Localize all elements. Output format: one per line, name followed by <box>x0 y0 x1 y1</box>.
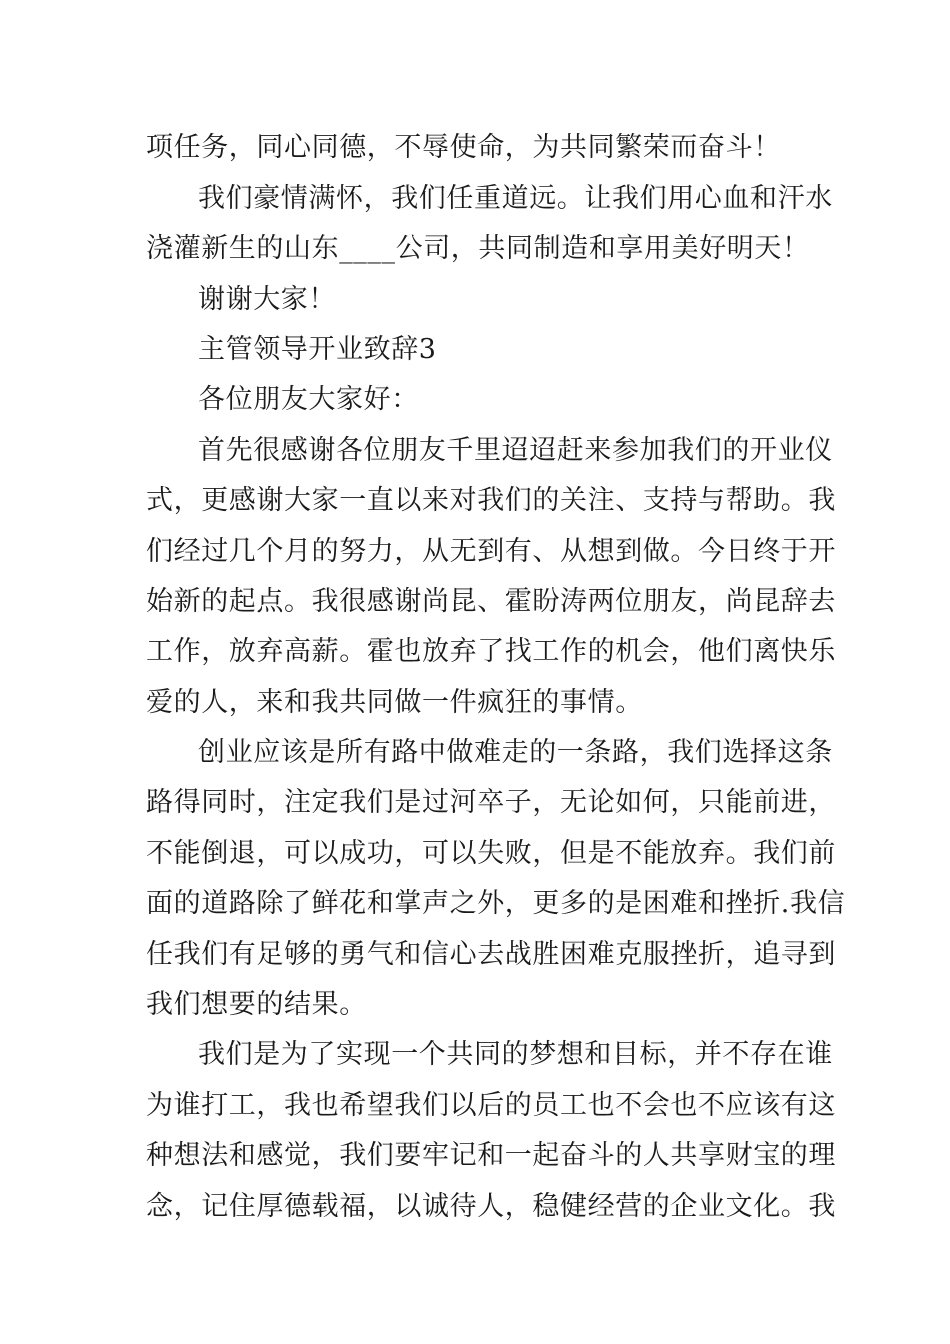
text-line: 面的道路除了鲜花和掌声之外，更多的是困难和挫折.我信 <box>146 888 846 919</box>
text-line: 种想法和感觉，我们要牢记和一起奋斗的人共享财宝的理 <box>146 1140 836 1171</box>
text-line: 我们是为了实现一个共同的梦想和目标，并不存在谁 <box>198 1039 833 1070</box>
text-line: 我们想要的结果。 <box>146 989 367 1020</box>
text-line: 工作，放弃高薪。霍也放弃了找工作的机会，他们离快乐 <box>146 636 836 667</box>
text-line: 谢谢大家！ <box>198 284 336 315</box>
text-line: 始新的起点。我很感谢尚昆、霍盼涛两位朋友，尚昆辞去 <box>146 586 836 617</box>
text-line: 创业应该是所有路中做难走的一条路，我们选择这条 <box>198 737 833 768</box>
text-line: 路得同时，注定我们是过河卒子，无论如何，只能前进， <box>146 787 836 818</box>
text-line: 念，记住厚德载福，以诚待人，稳健经营的企业文化。我 <box>146 1191 836 1222</box>
section-heading: 主管领导开业致辞3 <box>198 334 437 365</box>
text-line: 首先很感谢各位朋友千里迢迢赶来参加我们的开业仪 <box>198 435 833 466</box>
text-line: 项任务，同心同德，不辱使命，为共同繁荣而奋斗！ <box>146 132 781 163</box>
text-line: 为谁打工，我也希望我们以后的员工也不会也不应该有这 <box>146 1090 836 1121</box>
text-line: 式，更感谢大家一直以来对我们的关注、支持与帮助。我 <box>146 485 836 516</box>
text-line: 不能倒退，可以成功，可以失败，但是不能放弃。我们前 <box>146 838 836 869</box>
text-line: 们经过几个月的努力，从无到有、从想到做。今日终于开 <box>146 536 836 567</box>
text-line: 浇灌新生的山东____公司，共同制造和享用美好明天！ <box>146 233 810 264</box>
text-line: 任我们有足够的勇气和信心去战胜困难克服挫折，追寻到 <box>146 939 836 970</box>
salutation: 各位朋友大家好： <box>198 384 419 415</box>
text-line: 我们豪情满怀，我们任重道远。让我们用心血和汗水 <box>198 183 833 214</box>
text-line: 爱的人，来和我共同做一件疯狂的事情。 <box>146 687 643 718</box>
